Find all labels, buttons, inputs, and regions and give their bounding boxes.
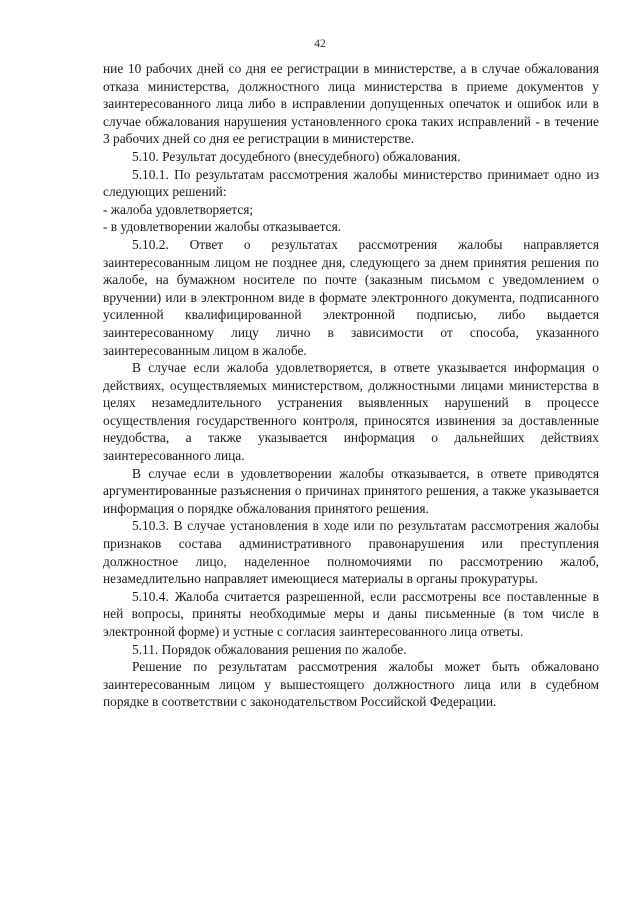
paragraph-refused-case: В случае если в удовлетворении жалобы отказывается, в ответе приводятся аргументированные разъяснения о причинах принятого решения, а также указывается информация о порядке обжалования принятого решения. bbox=[103, 465, 599, 516]
paragraph-5-10-1: 5.10.1. По результатам рассмотрения жалобы министерство принимает одно из следующих решений: bbox=[103, 166, 599, 200]
document-body bbox=[103, 60, 599, 711]
page-number: 42 bbox=[314, 38, 326, 50]
list-item-satisfied: - жалоба удовлетворяется; bbox=[103, 201, 254, 217]
paragraph-5-10-2: 5.10.2. Ответ о результатах рассмотрения жалобы направляется заинтересованным лицом не позднее дня, следующего за днем принятия решения по жалобе, на бумажном носителе по почте (заказным письмом с уведомлением о вручении) или в электронном виде в формате электронного документа, подписанного усиленной квалифицированной электронной подписью, либо выдается заинтересованному лицу лично в зависимости от способа, указанного заинтересованным лицом в жалобе. bbox=[103, 236, 599, 358]
paragraph-5-10-4: 5.10.4. Жалоба считается разрешенной, если рассмотрены все поставленные в ней вопросы, приняты необходимые меры и даны письменные (в том числе в электронной форме) и устные с согласия заинтересованного лица ответы. bbox=[103, 588, 599, 639]
paragraph-appeal-decision: Решение по результатам рассмотрения жалобы может быть обжаловано заинтересованным лицом у вышестоящего должностного лица или в судебном порядке в соответствии с законодательством Российской Федерации. bbox=[103, 659, 599, 710]
paragraph-satisfied-case: В случае если жалоба удовлетворяется, в ответе указывается информация о действиях, осуществляемых министерством, должностными лицами министерства в целях незамедлительного устранения выявленных нарушений в процессе осуществления государственного контроля, приносятся извинения за доставленные неудобства, а также указывается информация о дальнейших действиях заинтересованного лица. bbox=[103, 360, 599, 464]
list-item-refused: - в удовлетворении жалобы отказывается. bbox=[103, 219, 342, 235]
section-heading-5-11: 5.11. Порядок обжалования решения по жалобе. bbox=[132, 641, 407, 657]
paragraph-5-10-3: 5.10.3. В случае установления в ходе или по результатам рассмотрения жалобы признаков состава административного правонарушения или преступления должностное лицо, наделенное полномочиями по рассмотрению жалоб, незамедлительно направляет имеющиеся материалы в органы прокуратуры. bbox=[103, 518, 599, 587]
section-heading-5-10: 5.10. Результат досудебного (внесудебного) обжалования. bbox=[132, 148, 461, 164]
paragraph-continuation: ние 10 рабочих дней со дня ее регистрации в министерстве, а в случае обжалования отказа министерства, должностного лица министерства в приеме документов у заинтересованного лица либо в исправлении допущенных опечаток и ошибок или в случае обжалования нарушения установленного срока таких исправлений - в течение 3 рабочих дней со дня ее регистрации в министерстве. bbox=[103, 61, 599, 147]
